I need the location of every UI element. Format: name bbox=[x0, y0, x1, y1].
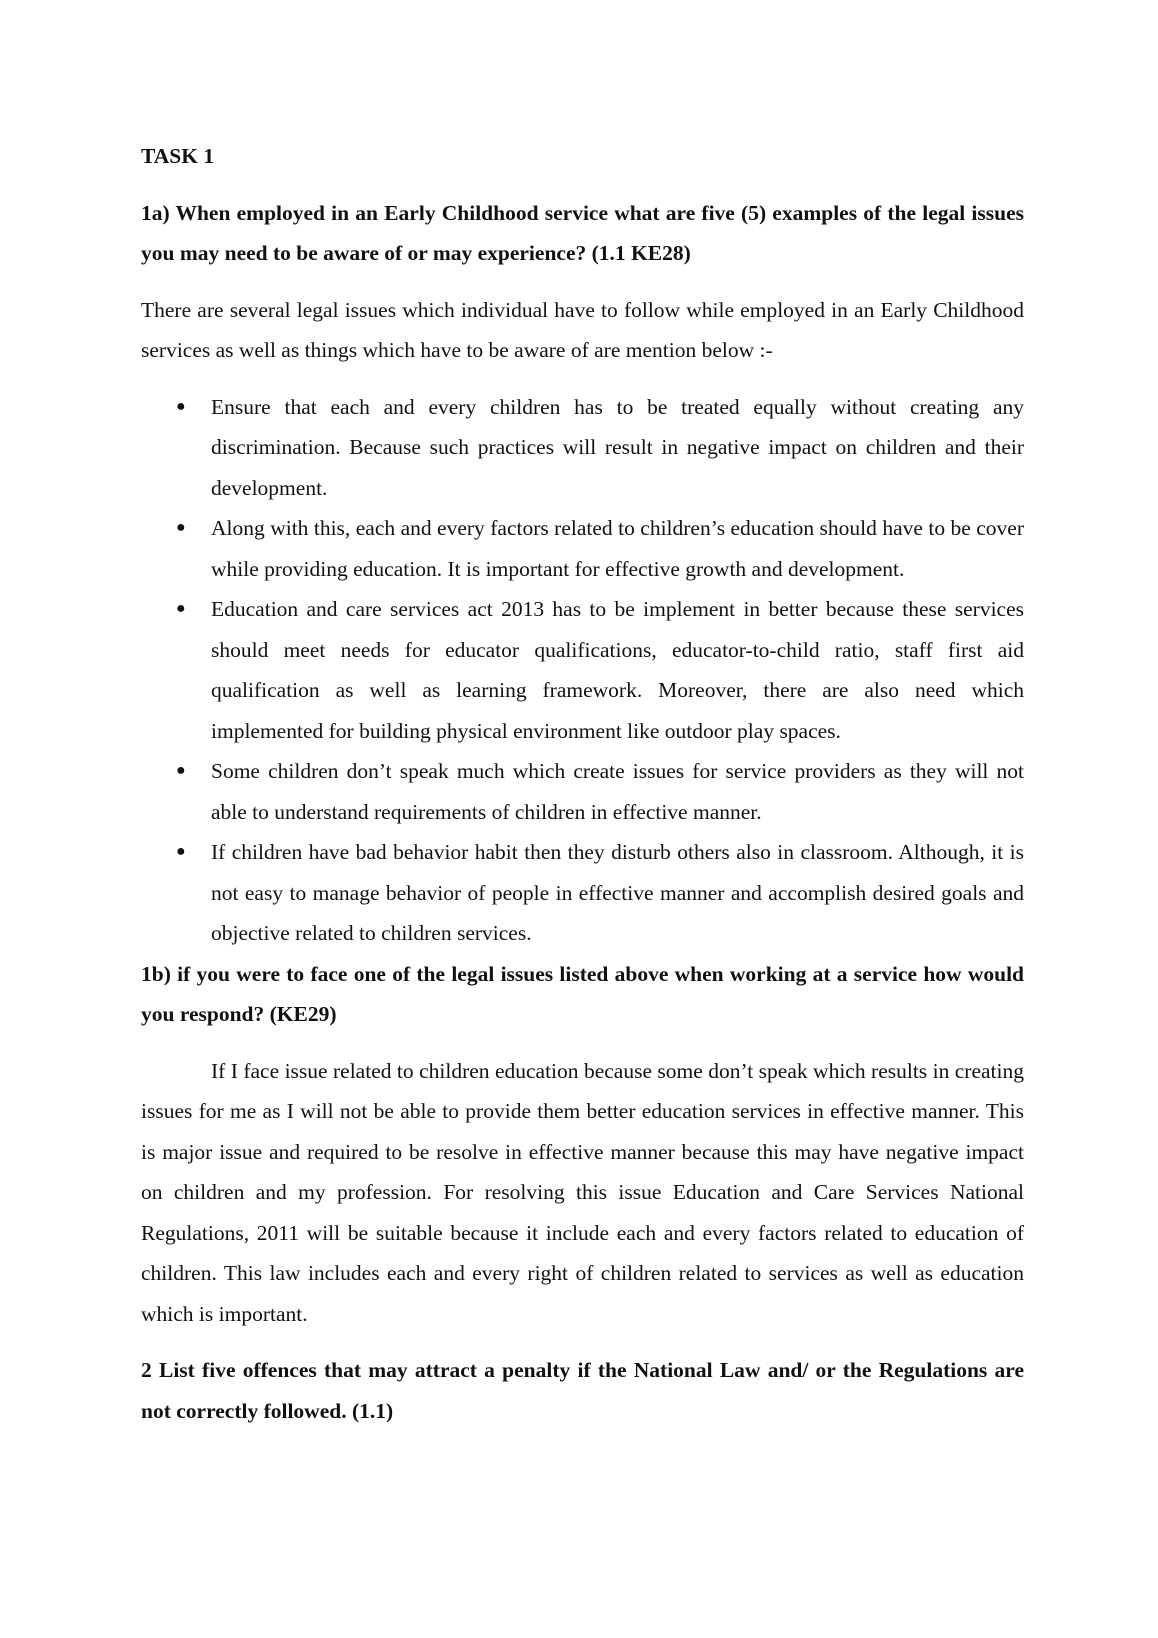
list-item-text: Some children don’t speak much which create issues for service providers as they will not able to understand requirements of children in effective manner. bbox=[211, 759, 1024, 824]
bullet-icon: ● bbox=[176, 843, 186, 860]
question-1a: 1a) When employed in an Early Childhood service what are five (5) examples of the legal issues you may need to be aware of or may experience? (1.1 KE28) bbox=[141, 200, 1024, 265]
list-item bbox=[141, 589, 1024, 751]
intro-paragraph: There are several legal issues which individual have to follow while employed in an Early Childhood services as well as things which have to be aware of are mention below :- bbox=[141, 297, 1024, 362]
bullet-icon: ● bbox=[176, 600, 186, 617]
list-item bbox=[141, 751, 1024, 832]
list-item-text: Ensure that each and every children has to be treated equally without creating any discrimination. Because such practices will result in negative impact on children and their development. bbox=[211, 394, 1024, 500]
list-item bbox=[141, 508, 1024, 589]
list-item-text: If children have bad behavior habit then they disturb others also in classroom. Although, it is not easy to manage behavior of people in effective manner and accomplish desired goals and objective related to children services. bbox=[211, 840, 1024, 945]
bullet-icon: ● bbox=[176, 397, 186, 415]
list-item-text: Along with this, each and every factors related to children’s education should have to be cover while providing education. It is important for effective growth and development. bbox=[211, 516, 1024, 581]
bullet-icon: ● bbox=[176, 519, 186, 536]
question-2: 2 List five offences that may attract a penalty if the National Law and/ or the Regulations are not correctly followed. (1.1) bbox=[141, 1358, 1024, 1423]
question-1b: 1b) if you were to face one of the legal issues listed above when working at a service how would you respond? (KE29) bbox=[141, 961, 1024, 1026]
list-item-text: Education and care services act 2013 has to be implement in better because these services should meet needs for educator qualifications, educator-to-child ratio, staff first aid qualification as well as learning framework. Moreover, there are also need which implemented for building physical environment like outdoor play spaces. bbox=[211, 597, 1024, 743]
answer-1b-paragraph: If I face issue related to children education because some don’t speak which results in creating issues for me as I will not be able to provide them better education services in effective manner. This is major issue and required to be resolve in effective manner because this may have negative impact on children and my profession. For resolving this issue Education and Care Services National Regulations, 2011 will be suitable because it include each and every factors related to education of children. This law includes each and every right of children related to services as well as education which is important. bbox=[141, 1058, 1024, 1326]
task-title: TASK 1 bbox=[141, 144, 215, 168]
list-item bbox=[141, 832, 1024, 954]
document-page bbox=[141, 136, 1024, 1431]
legal-issues-list bbox=[141, 387, 1024, 954]
bullet-icon: ● bbox=[176, 762, 186, 779]
list-item bbox=[141, 387, 1024, 509]
